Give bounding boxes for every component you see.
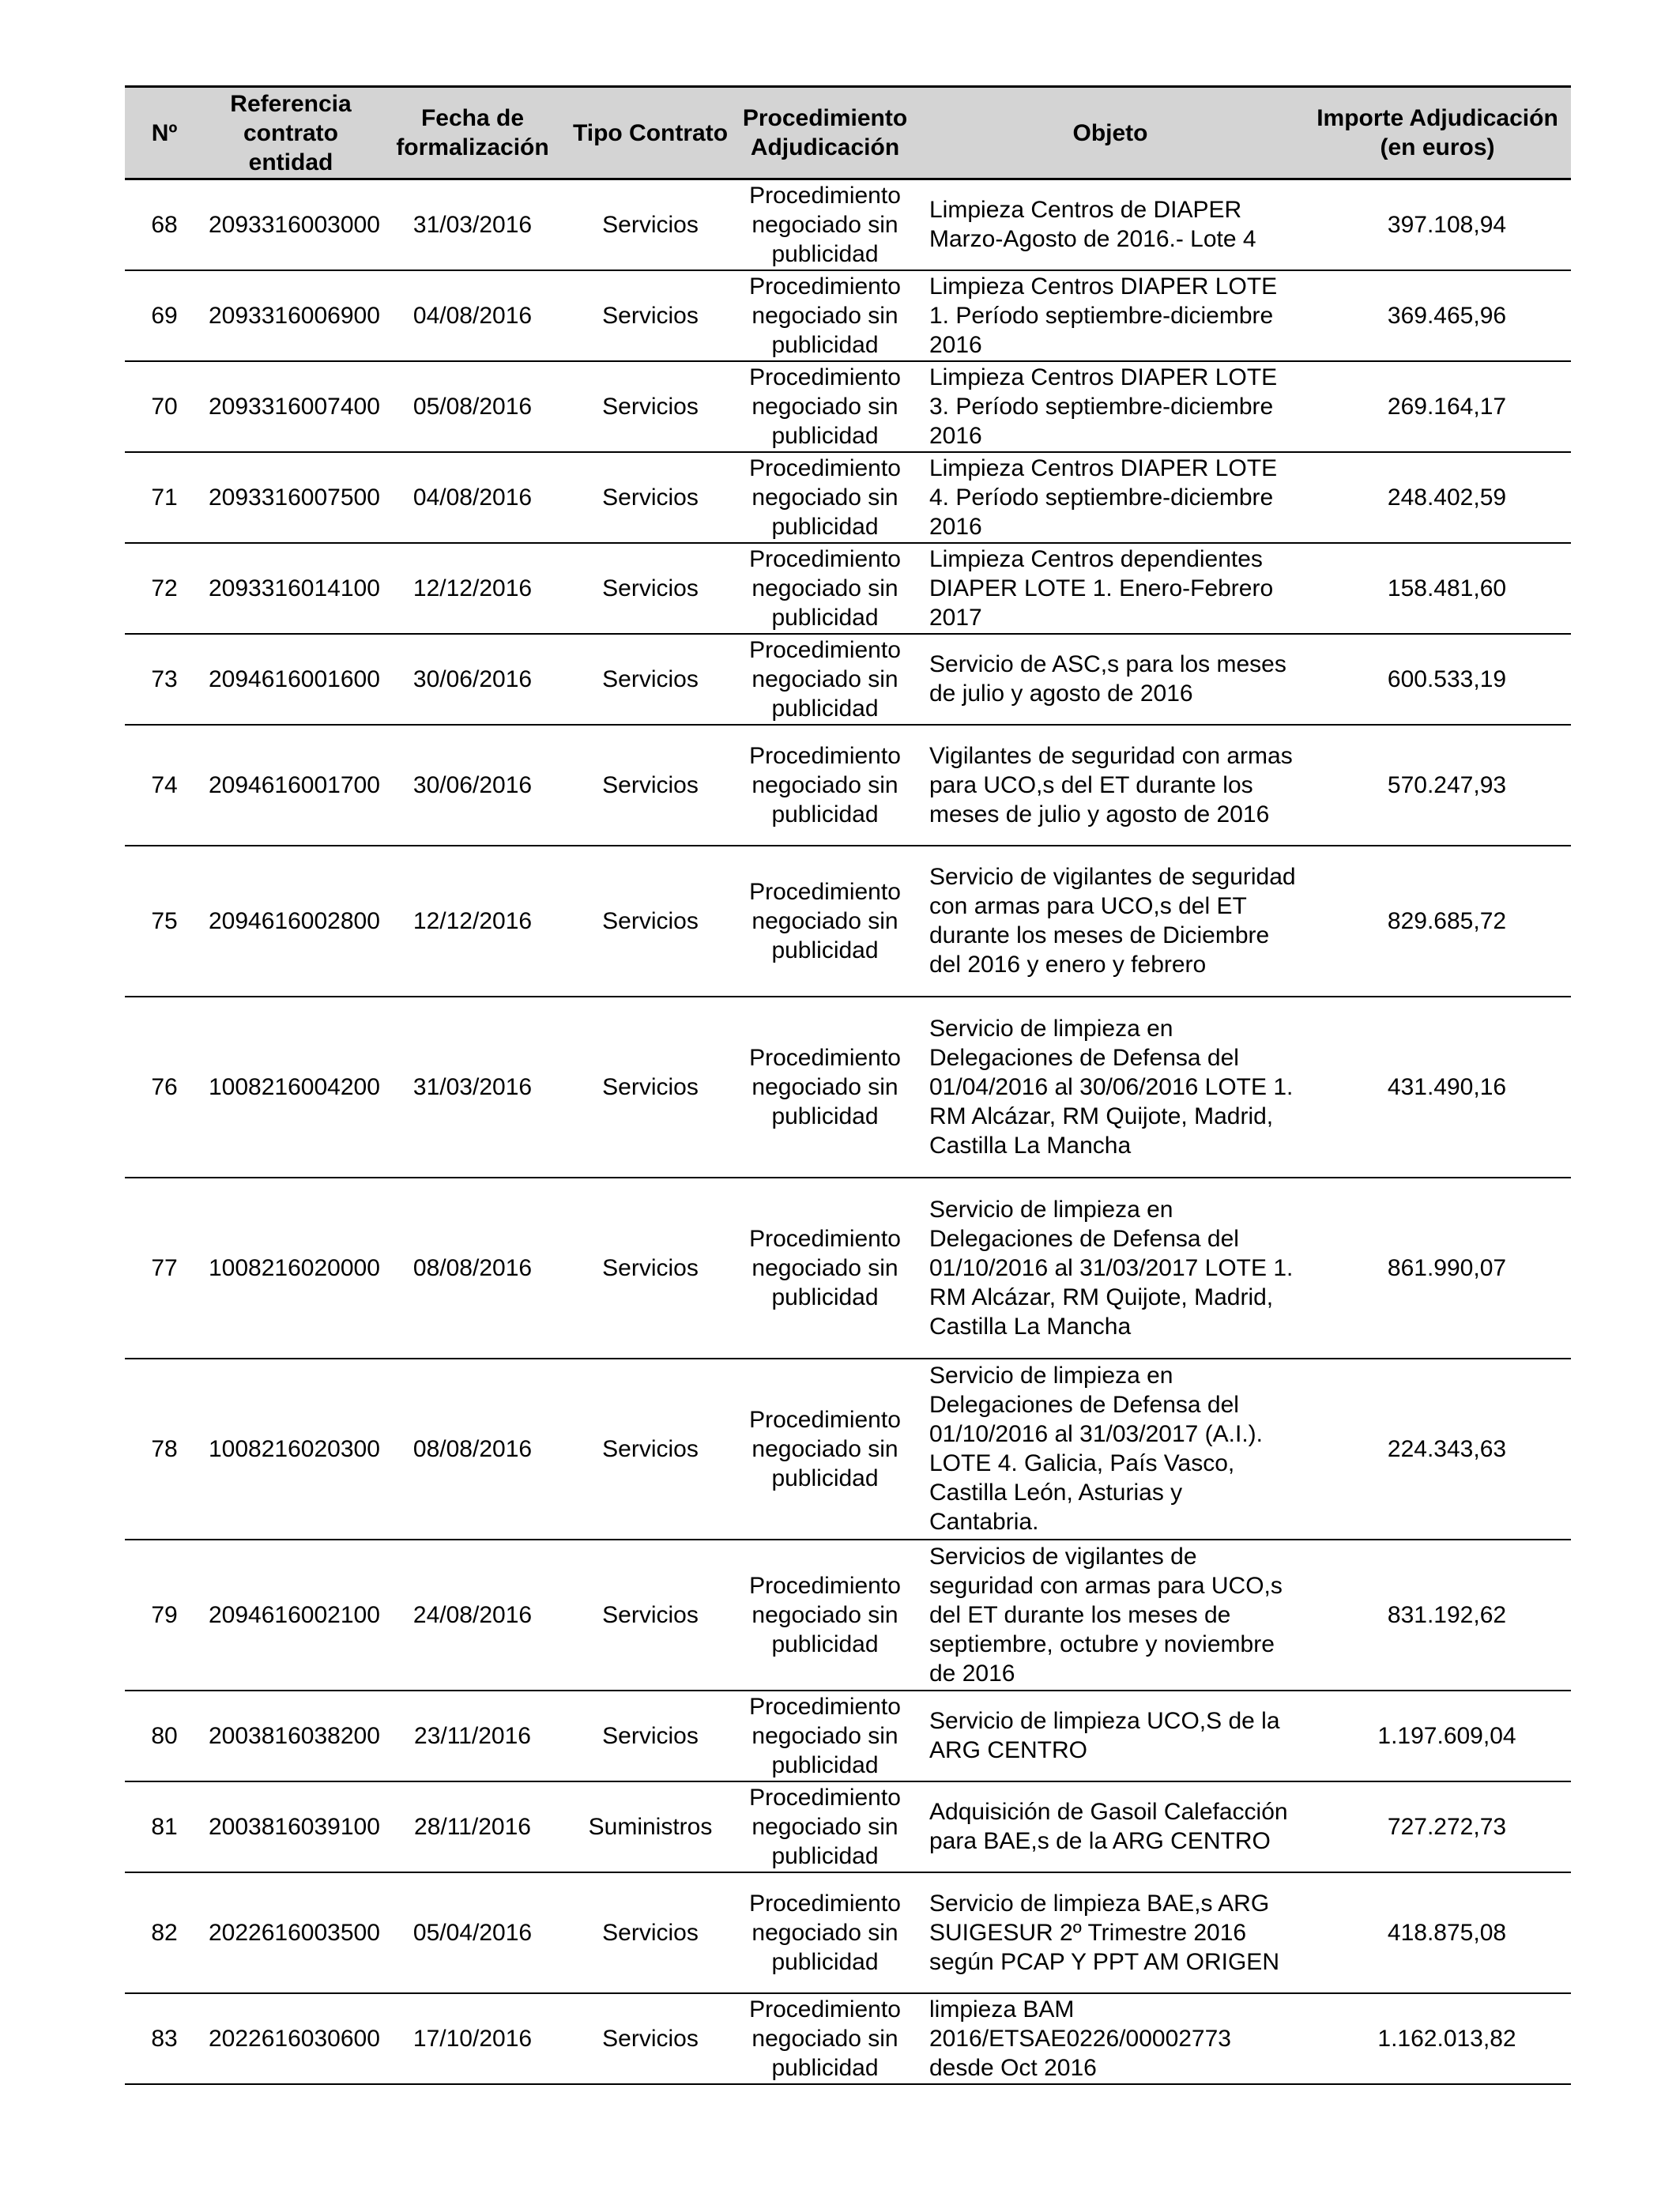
cell-date: 31/03/2016 <box>378 997 567 1178</box>
header-date: Fecha de formalización <box>378 87 567 179</box>
cell-num: 72 <box>125 543 204 634</box>
table-row <box>125 997 1571 1178</box>
table-row <box>125 361 1571 452</box>
cell-amount: 727.272,73 <box>1304 1781 1571 1872</box>
cell-type: Servicios <box>567 634 733 725</box>
cell-type: Servicios <box>567 361 733 452</box>
cell-num: 83 <box>125 1993 204 2084</box>
cell-type: Servicios <box>567 846 733 997</box>
cell-num: 75 <box>125 846 204 997</box>
cell-type: Servicios <box>567 543 733 634</box>
cell-num: 77 <box>125 1178 204 1359</box>
cell-obj: Servicio de limpieza en Delegaciones de Defensa del 01/10/2016 al 31/03/2017 LOTE 1. RM Alcázar, RM Quijote, Madrid, Castilla La Mancha <box>917 1178 1304 1359</box>
table-row <box>125 1540 1571 1691</box>
table-row <box>125 179 1571 270</box>
table-row <box>125 543 1571 634</box>
cell-amount: 570.247,93 <box>1304 725 1571 846</box>
cell-proc: Procedimiento negociado sin publicidad <box>733 1993 917 2084</box>
table-row <box>125 1178 1571 1359</box>
cell-ref: 2003816038200 <box>204 1691 378 1781</box>
cell-proc: Procedimiento negociado sin publicidad <box>733 725 917 846</box>
cell-num: 80 <box>125 1691 204 1781</box>
cell-type: Servicios <box>567 1993 733 2084</box>
cell-date: 05/04/2016 <box>378 1872 567 1993</box>
cell-ref: 2022616030600 <box>204 1993 378 2084</box>
cell-amount: 269.164,17 <box>1304 361 1571 452</box>
cell-amount: 829.685,72 <box>1304 846 1571 997</box>
cell-num: 73 <box>125 634 204 725</box>
cell-type: Servicios <box>567 1540 733 1691</box>
table-row <box>125 1359 1571 1540</box>
cell-num: 74 <box>125 725 204 846</box>
cell-amount: 418.875,08 <box>1304 1872 1571 1993</box>
cell-obj: Adquisición de Gasoil Calefacción para BAE,s de la ARG CENTRO <box>917 1781 1304 1872</box>
table-row <box>125 1993 1571 2084</box>
cell-type: Servicios <box>567 1178 733 1359</box>
header-amount: Importe Adjudicación (en euros) <box>1304 87 1571 179</box>
cell-ref: 1008216004200 <box>204 997 378 1178</box>
cell-ref: 1008216020300 <box>204 1359 378 1540</box>
cell-obj: Servicio de limpieza UCO,S de la ARG CENTRO <box>917 1691 1304 1781</box>
contracts-table <box>125 85 1571 2085</box>
cell-type: Servicios <box>567 270 733 361</box>
table-row <box>125 1781 1571 1872</box>
cell-ref: 2003816039100 <box>204 1781 378 1872</box>
cell-amount: 224.343,63 <box>1304 1359 1571 1540</box>
cell-obj: Limpieza Centros DIAPER LOTE 3. Período septiembre-diciembre 2016 <box>917 361 1304 452</box>
cell-proc: Procedimiento negociado sin publicidad <box>733 452 917 543</box>
cell-date: 24/08/2016 <box>378 1540 567 1691</box>
cell-num: 82 <box>125 1872 204 1993</box>
cell-date: 30/06/2016 <box>378 725 567 846</box>
cell-type: Servicios <box>567 179 733 270</box>
cell-date: 31/03/2016 <box>378 179 567 270</box>
cell-proc: Procedimiento negociado sin publicidad <box>733 179 917 270</box>
cell-num: 78 <box>125 1359 204 1540</box>
cell-type: Servicios <box>567 997 733 1178</box>
cell-date: 08/08/2016 <box>378 1359 567 1540</box>
cell-obj: Vigilantes de seguridad con armas para UCO,s del ET durante los meses de julio y agosto de 2016 <box>917 725 1304 846</box>
cell-proc: Procedimiento negociado sin publicidad <box>733 846 917 997</box>
cell-num: 68 <box>125 179 204 270</box>
table-row <box>125 846 1571 997</box>
cell-proc: Procedimiento negociado sin publicidad <box>733 543 917 634</box>
table-row <box>125 1691 1571 1781</box>
cell-obj: Limpieza Centros DIAPER LOTE 1. Período septiembre-diciembre 2016 <box>917 270 1304 361</box>
cell-num: 71 <box>125 452 204 543</box>
cell-num: 70 <box>125 361 204 452</box>
table-row <box>125 452 1571 543</box>
cell-obj: Limpieza Centros dependientes DIAPER LOTE 1. Enero-Febrero 2017 <box>917 543 1304 634</box>
header-ref: Referencia contrato entidad <box>204 87 378 179</box>
cell-obj: Limpieza Centros DIAPER LOTE 4. Período septiembre-diciembre 2016 <box>917 452 1304 543</box>
cell-amount: 369.465,96 <box>1304 270 1571 361</box>
cell-ref: 2094616001700 <box>204 725 378 846</box>
cell-ref: 1008216020000 <box>204 1178 378 1359</box>
cell-ref: 2093316007400 <box>204 361 378 452</box>
cell-num: 76 <box>125 997 204 1178</box>
cell-num: 79 <box>125 1540 204 1691</box>
cell-amount: 248.402,59 <box>1304 452 1571 543</box>
header-num: Nº <box>125 87 204 179</box>
cell-type: Servicios <box>567 452 733 543</box>
cell-ref: 2094616001600 <box>204 634 378 725</box>
cell-amount: 1.197.609,04 <box>1304 1691 1571 1781</box>
cell-type: Servicios <box>567 1359 733 1540</box>
cell-ref: 2094616002800 <box>204 846 378 997</box>
cell-date: 04/08/2016 <box>378 270 567 361</box>
cell-obj: Servicio de limpieza en Delegaciones de Defensa del 01/10/2016 al 31/03/2017 (A.I.). LOTE 4. Galicia, País Vasco, Castilla León, Asturias y Cantabria. <box>917 1359 1304 1540</box>
cell-obj: Limpieza Centros de DIAPER Marzo-Agosto de 2016.- Lote 4 <box>917 179 1304 270</box>
cell-ref: 2093316014100 <box>204 543 378 634</box>
table-row <box>125 1872 1571 1993</box>
cell-type: Servicios <box>567 1872 733 1993</box>
cell-proc: Procedimiento negociado sin publicidad <box>733 997 917 1178</box>
cell-ref: 2093316007500 <box>204 452 378 543</box>
cell-obj: limpieza BAM 2016/ETSAE0226/00002773 desde Oct 2016 <box>917 1993 1304 2084</box>
cell-date: 04/08/2016 <box>378 452 567 543</box>
cell-date: 05/08/2016 <box>378 361 567 452</box>
cell-num: 81 <box>125 1781 204 1872</box>
cell-type: Servicios <box>567 1691 733 1781</box>
cell-date: 30/06/2016 <box>378 634 567 725</box>
cell-obj: Servicio de limpieza en Delegaciones de Defensa del 01/04/2016 al 30/06/2016 LOTE 1. RM Alcázar, RM Quijote, Madrid, Castilla La Mancha <box>917 997 1304 1178</box>
cell-amount: 158.481,60 <box>1304 543 1571 634</box>
cell-date: 23/11/2016 <box>378 1691 567 1781</box>
cell-num: 69 <box>125 270 204 361</box>
cell-proc: Procedimiento negociado sin publicidad <box>733 270 917 361</box>
cell-amount: 831.192,62 <box>1304 1540 1571 1691</box>
table-row <box>125 634 1571 725</box>
table-row <box>125 725 1571 846</box>
header-row <box>125 87 1571 179</box>
cell-date: 17/10/2016 <box>378 1993 567 2084</box>
cell-ref: 2094616002100 <box>204 1540 378 1691</box>
cell-type: Suministros <box>567 1781 733 1872</box>
cell-proc: Procedimiento negociado sin publicidad <box>733 1178 917 1359</box>
header-obj: Objeto <box>917 87 1304 179</box>
cell-date: 08/08/2016 <box>378 1178 567 1359</box>
cell-amount: 1.162.013,82 <box>1304 1993 1571 2084</box>
cell-type: Servicios <box>567 725 733 846</box>
cell-obj: Servicios de vigilantes de seguridad con armas para UCO,s del ET durante los meses de septiembre, octubre y noviembre de 2016 <box>917 1540 1304 1691</box>
cell-proc: Procedimiento negociado sin publicidad <box>733 361 917 452</box>
cell-proc: Procedimiento negociado sin publicidad <box>733 634 917 725</box>
cell-proc: Procedimiento negociado sin publicidad <box>733 1872 917 1993</box>
table-row <box>125 270 1571 361</box>
cell-date: 12/12/2016 <box>378 543 567 634</box>
cell-ref: 2093316003000 <box>204 179 378 270</box>
cell-proc: Procedimiento negociado sin publicidad <box>733 1540 917 1691</box>
cell-obj: Servicio de vigilantes de seguridad con armas para UCO,s del ET durante los meses de Diciembre del 2016 y enero y febrero <box>917 846 1304 997</box>
cell-obj: Servicio de ASC,s para los meses de julio y agosto de 2016 <box>917 634 1304 725</box>
cell-proc: Procedimiento negociado sin publicidad <box>733 1359 917 1540</box>
cell-obj: Servicio de limpieza BAE,s ARG SUIGESUR 2º Trimestre 2016 según PCAP Y PPT AM ORIGEN <box>917 1872 1304 1993</box>
cell-ref: 2093316006900 <box>204 270 378 361</box>
cell-ref: 2022616003500 <box>204 1872 378 1993</box>
cell-date: 28/11/2016 <box>378 1781 567 1872</box>
cell-proc: Procedimiento negociado sin publicidad <box>733 1691 917 1781</box>
cell-amount: 861.990,07 <box>1304 1178 1571 1359</box>
cell-amount: 600.533,19 <box>1304 634 1571 725</box>
header-proc: Procedimiento Adjudicación <box>733 87 917 179</box>
header-type: Tipo Contrato <box>567 87 733 179</box>
cell-amount: 397.108,94 <box>1304 179 1571 270</box>
cell-proc: Procedimiento negociado sin publicidad <box>733 1781 917 1872</box>
cell-date: 12/12/2016 <box>378 846 567 997</box>
cell-amount: 431.490,16 <box>1304 997 1571 1178</box>
